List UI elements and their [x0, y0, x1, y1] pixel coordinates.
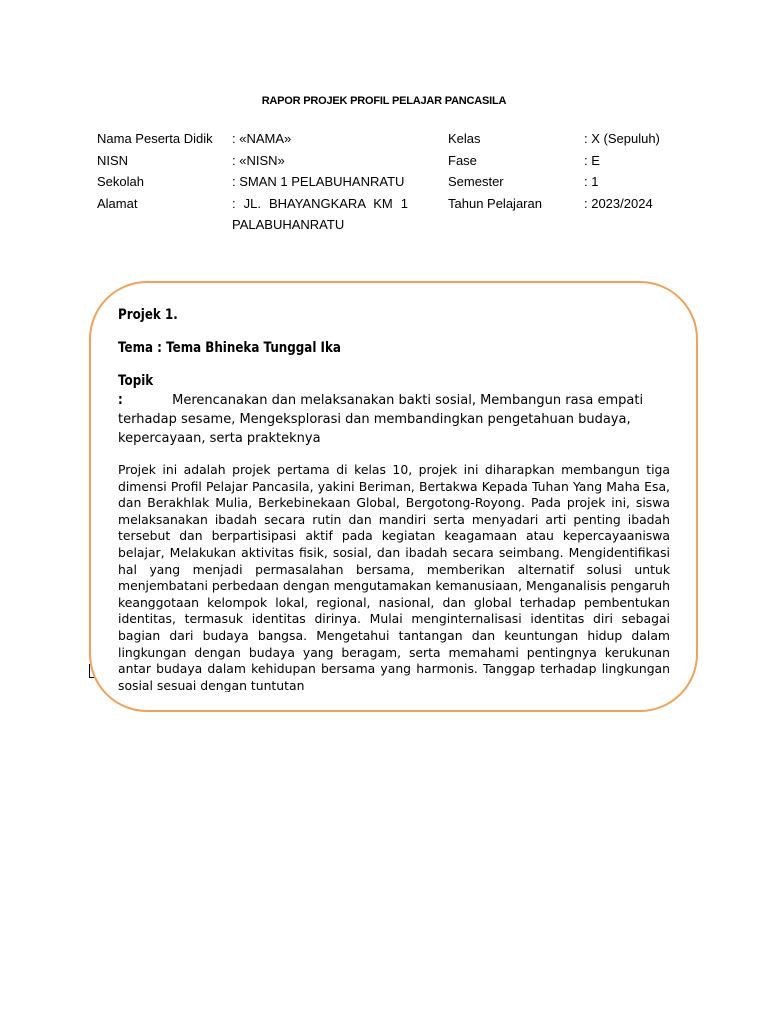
info-value: : SMAN 1 PELABUHANRATU: [232, 174, 405, 189]
info-label: Sekolah: [97, 174, 144, 189]
address-value-line2: PALABUHANRATU: [232, 217, 345, 232]
info-row-address: [97, 193, 437, 232]
info-row-name: [97, 128, 437, 150]
info-value: : X (Sepuluh): [584, 131, 660, 146]
topic-label: Topik :: [118, 373, 154, 408]
project-topic: [118, 372, 670, 448]
info-value: : 2023/2024: [584, 195, 653, 211]
info-value: : «NAMA»: [232, 131, 292, 146]
info-value: : «NISN»: [232, 152, 285, 168]
topic-text: Merencanakan dan melaksanakan bakti sosial, Membangun rasa empati terhadap sesame, Mengeksplorasi dan membandingkan pengetahuan budaya, kepercayaan, serta prakteknya: [118, 393, 644, 446]
project-theme: Tema : Tema Bhineka Tunggal Ika: [118, 340, 341, 356]
info-row-school: [97, 171, 437, 193]
student-info-right: [448, 128, 708, 214]
project-heading: Projek 1.: [118, 307, 178, 323]
info-value: : E: [584, 152, 600, 168]
report-title: RAPOR PROJEK PROFIL PELAJAR PANCASILA: [261, 95, 507, 107]
project-description: Projek ini adalah projek pertama di kelas 10, projek ini diharapkan membangun tiga dimensi Profil Pelajar Pancasila, yakini Beriman, Bertakwa Kepada Tuhan Yang Maha Esa, dan Berakhlak Mulia, Berkebinekaan Global, Bergotong-Royong. Pada projek ini, siswa melaksanakan ibadah secara rutin dan mandiri serta menyadari arti penting ibadah tersebut dan berpartisipasi aktif pada kegiatan keagamaan atau kepercayaaniswa belajar, Melakukan aktivitas fisik, sosial, dan ibadah secara seimbang. Mengidentifikasi hal yang menjadi permasalahan bersama, memberikan alternatif solusi untuk menjembatani perbedaan dengan mengutamakan kemanusiaan, Menganalisis pengaruh keanggotaan kelompok lokal, regional, nasional, dan global terhadap pembentukan identitas, termasuk identitas dirinya. Mulai menginternalisasi identitas diri sebagai bagian dari budaya bangsa. Mengetahui tantangan dan keuntungan hidup dalam lingkungan dengan budaya yang beragam, serta memahami pentingnya kerukunan antar budaya dalam kehidupan bersama yang harmonis. Tanggap terhadap lingkungan sosial sesuai dengan tuntutan: [118, 462, 670, 692]
student-info-left: [97, 128, 437, 232]
info-row-nisn: [97, 150, 437, 172]
project-content: [118, 305, 670, 692]
info-row-phase: [448, 150, 708, 172]
info-value: : 1: [584, 174, 599, 189]
info-label: Kelas: [448, 131, 481, 146]
info-label: Tahun Pelajaran: [448, 195, 542, 211]
info-label: NISN: [97, 152, 129, 168]
info-label: Alamat: [97, 195, 138, 211]
info-row-class: [448, 128, 708, 150]
info-label: Nama Peserta Didik: [97, 131, 213, 146]
info-row-semester: [448, 171, 708, 193]
info-row-academic-year: [448, 193, 708, 215]
info-label: Fase: [448, 152, 477, 168]
info-label: Semester: [448, 174, 504, 189]
address-value-line1: : JL. BHAYANGKARA KM 1: [232, 195, 408, 211]
